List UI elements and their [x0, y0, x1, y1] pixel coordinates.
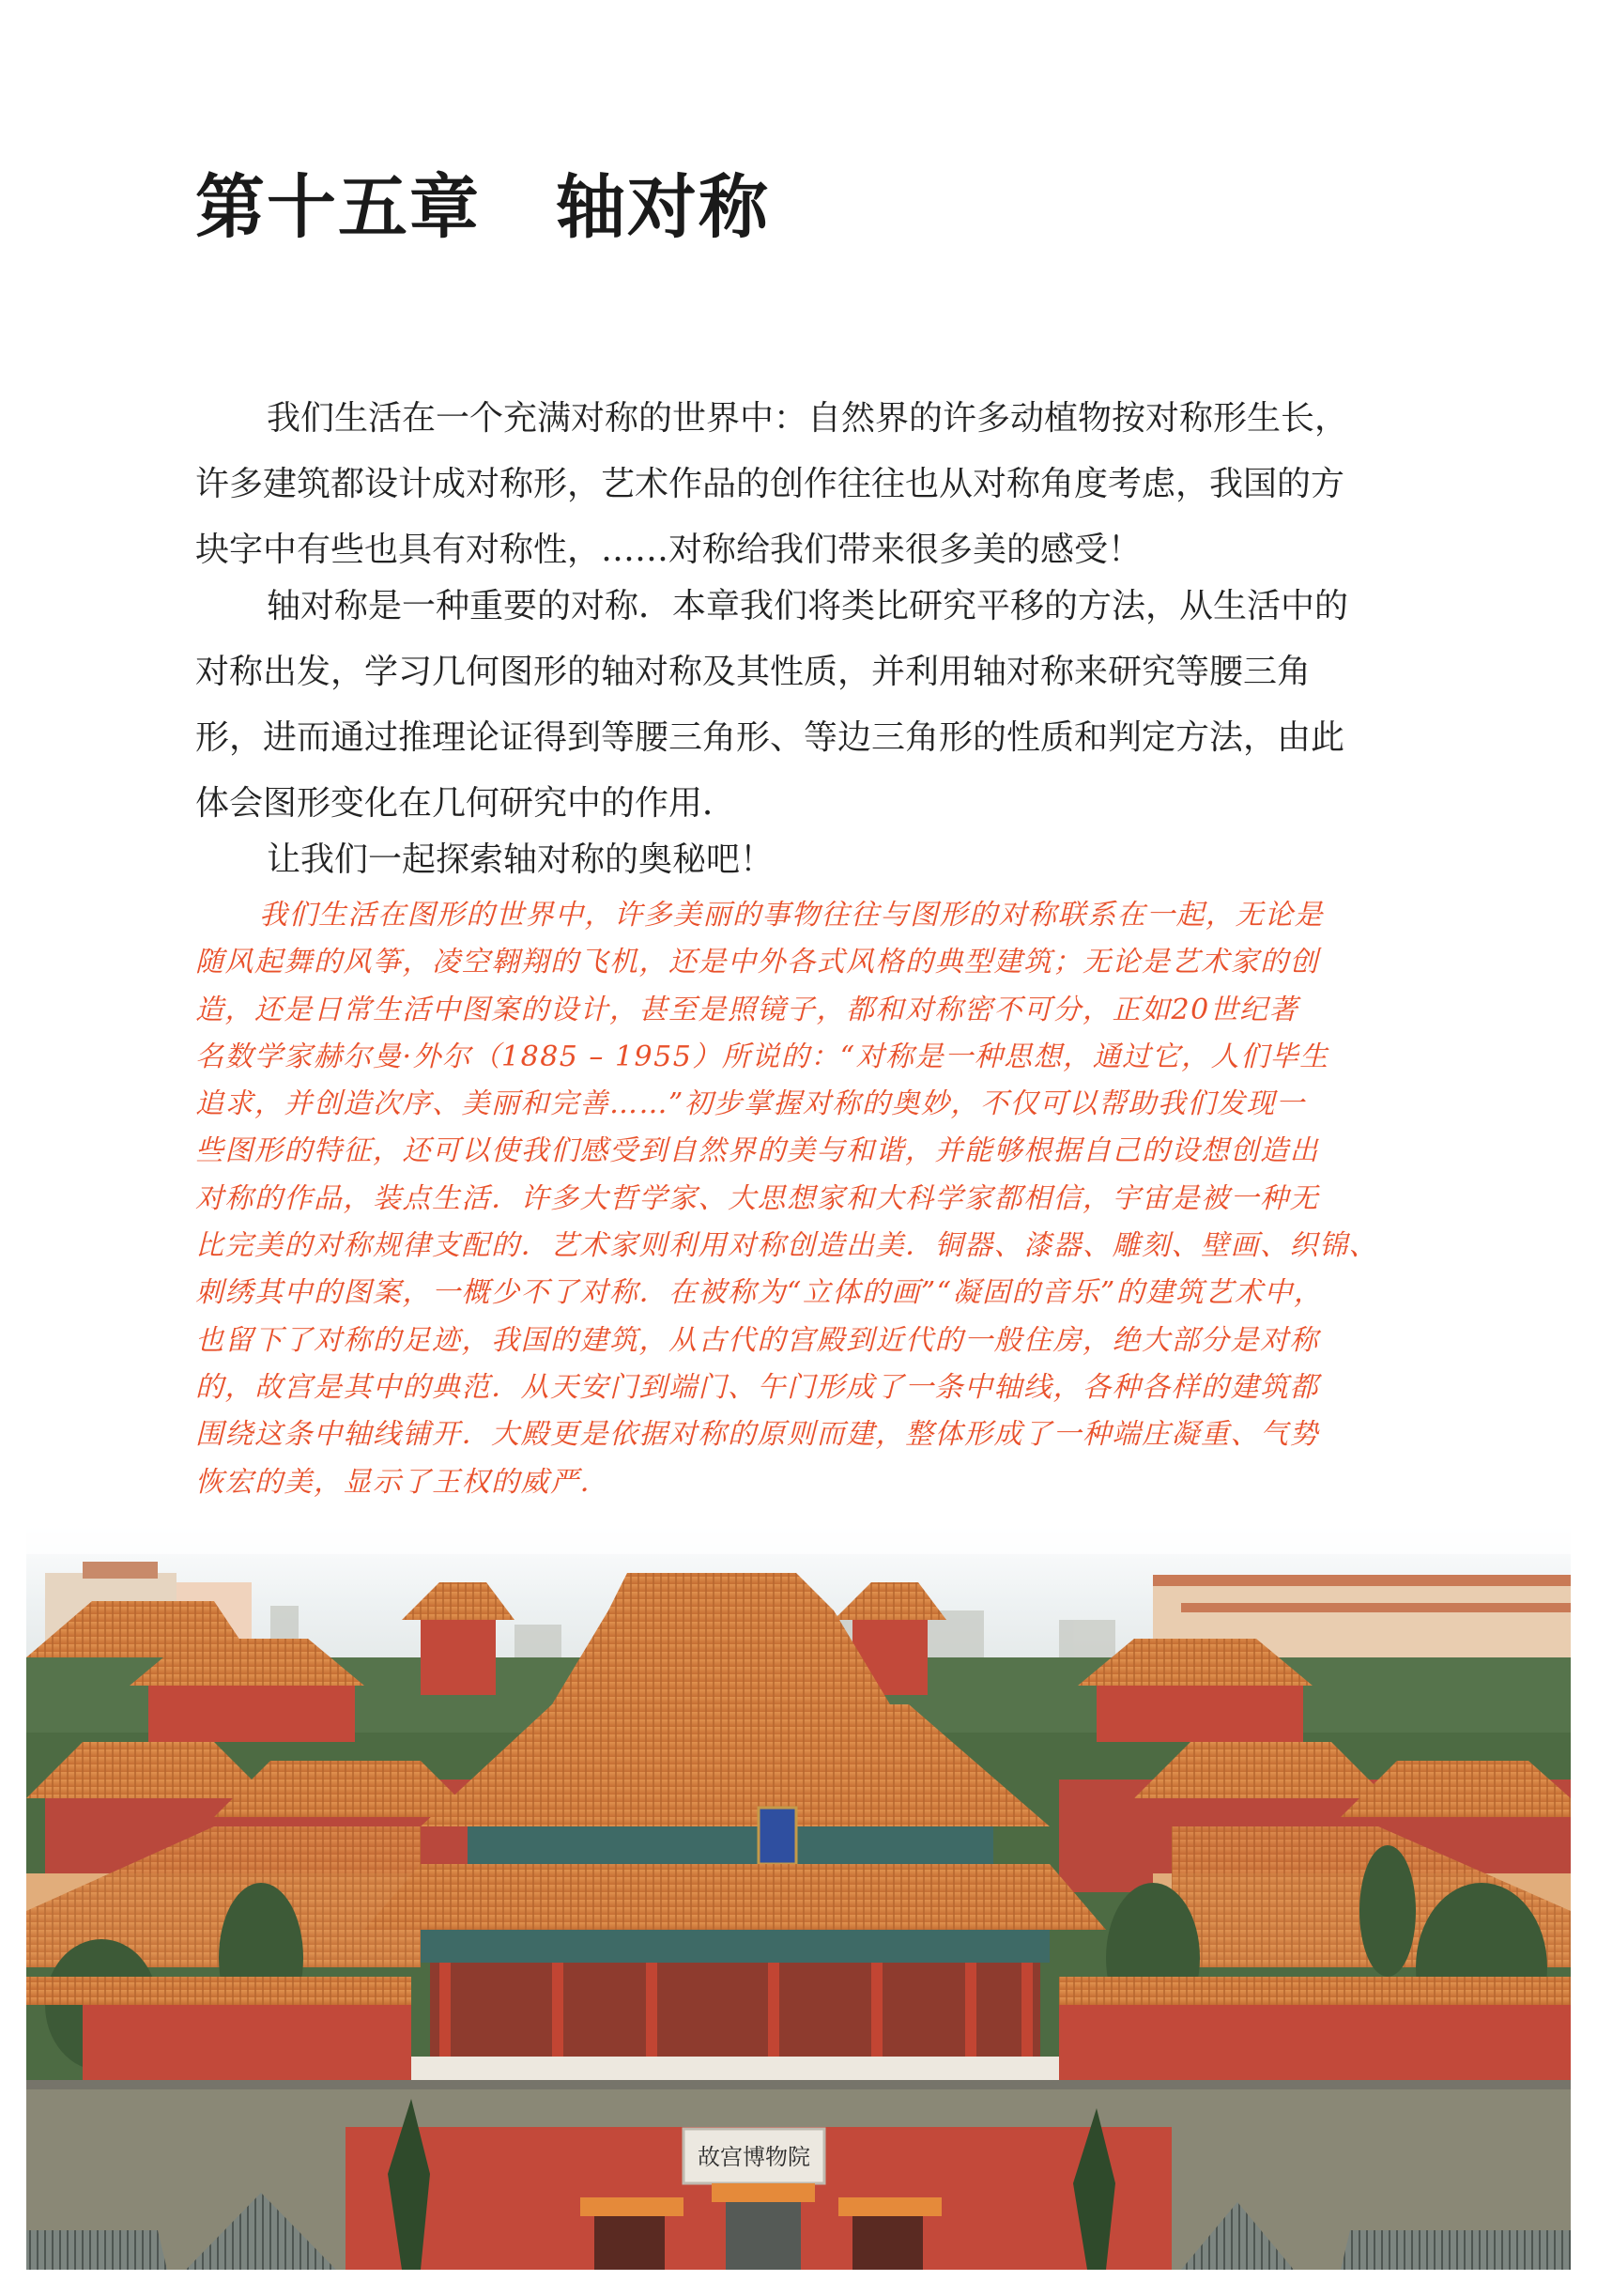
intro-paragraph-2 — [195, 574, 1482, 837]
note-line: 对称的作品，装点生活．许多大哲学家、大思想家和大科学家都相信，宇宙是被一种无 — [195, 1181, 1319, 1215]
paragraph-line: 体会图形变化在几何研究中的作用． — [195, 784, 737, 823]
note-line: 些图形的特征，还可以使我们感受到自然界的美与和谐，并能够根据自己的设想创造出 — [195, 1134, 1319, 1168]
paragraph-line: 让我们一起探索轴对称的奥秘吧！ — [267, 840, 775, 879]
note-line: 名数学家赫尔曼·外尔（1885 – 1955）所说的：“对称是一种思想，通过它，人们毕生 — [195, 1040, 1329, 1073]
note-line: 的，故宫是其中的典范．从天安门到端门、午门形成了一条中轴线，各种各样的建筑都 — [195, 1370, 1319, 1404]
paragraph-line: 对称出发，学习几何图形的轴对称及其性质，并利用轴对称来研究等腰三角 — [195, 653, 1312, 691]
note-line: 比完美的对称规律支配的．艺术家则利用对称创造出美．铜器、漆器、雕刻、壁画、织锦、 — [195, 1229, 1378, 1263]
note-line: 围绕这条中轴线铺开．大殿更是依据对称的原则而建，整体形成了一种端庄凝重、气势 — [195, 1418, 1319, 1452]
intro-paragraph-1 — [195, 386, 1482, 583]
note-line: 也留下了对称的足迹，我国的建筑，从古代的宫殿到近代的一般住房，绝大部分是对称 — [195, 1323, 1319, 1357]
sidebar-note — [195, 892, 1482, 1506]
chapter-heading — [195, 165, 770, 250]
paragraph-line: 形，进而通过推理论证得到等腰三角形、等边三角形的性质和判定方法，由此 — [195, 718, 1345, 757]
note-line: 随风起舞的风筝，凌空翱翔的飞机，还是中外各式风格的典型建筑；无论是艺术家的创 — [195, 946, 1319, 979]
note-line: 恢宏的美，显示了王权的威严． — [195, 1465, 609, 1499]
note-line: 造，还是日常生活中图案的设计，甚至是照镜子，都和对称密不可分，正如20世纪著 — [195, 993, 1299, 1026]
svg-text:故宫博物院: 故宫博物院 — [698, 2144, 810, 2170]
paragraph-line: 轴对称是一种重要的对称．本章我们将类比研究平移的方法，从生活中的 — [267, 587, 1349, 625]
chapter-number: 第十五章 — [195, 167, 481, 248]
note-line: 追求，并创造次序、美丽和完善……”初步掌握对称的奥妙，不仅可以帮助我们发现一 — [195, 1087, 1306, 1121]
paragraph-line: 我们生活在一个充满对称的世界中：自然界的许多动植物按对称形生长， — [267, 399, 1349, 438]
note-line: 刺绣其中的图案，一概少不了对称．在被称为“立体的画”“凝固的音乐”的建筑艺术中， — [195, 1276, 1324, 1310]
paragraph-line: 块字中有些也具有对称性，……对称给我们带来很多美的感受！ — [195, 531, 1143, 569]
note-line: 我们生活在图形的世界中，许多美丽的事物往往与图形的对称联系在一起，无论是 — [259, 899, 1324, 932]
paragraph-line: 许多建筑都设计成对称形，艺术作品的创作往往也从对称角度考虑，我国的方 — [195, 465, 1345, 503]
intro-paragraph-3 — [195, 827, 1482, 893]
forbidden-city-photo — [26, 1517, 1571, 2270]
chapter-title: 轴对称 — [556, 167, 770, 248]
photo-illustration — [26, 1517, 1571, 2270]
